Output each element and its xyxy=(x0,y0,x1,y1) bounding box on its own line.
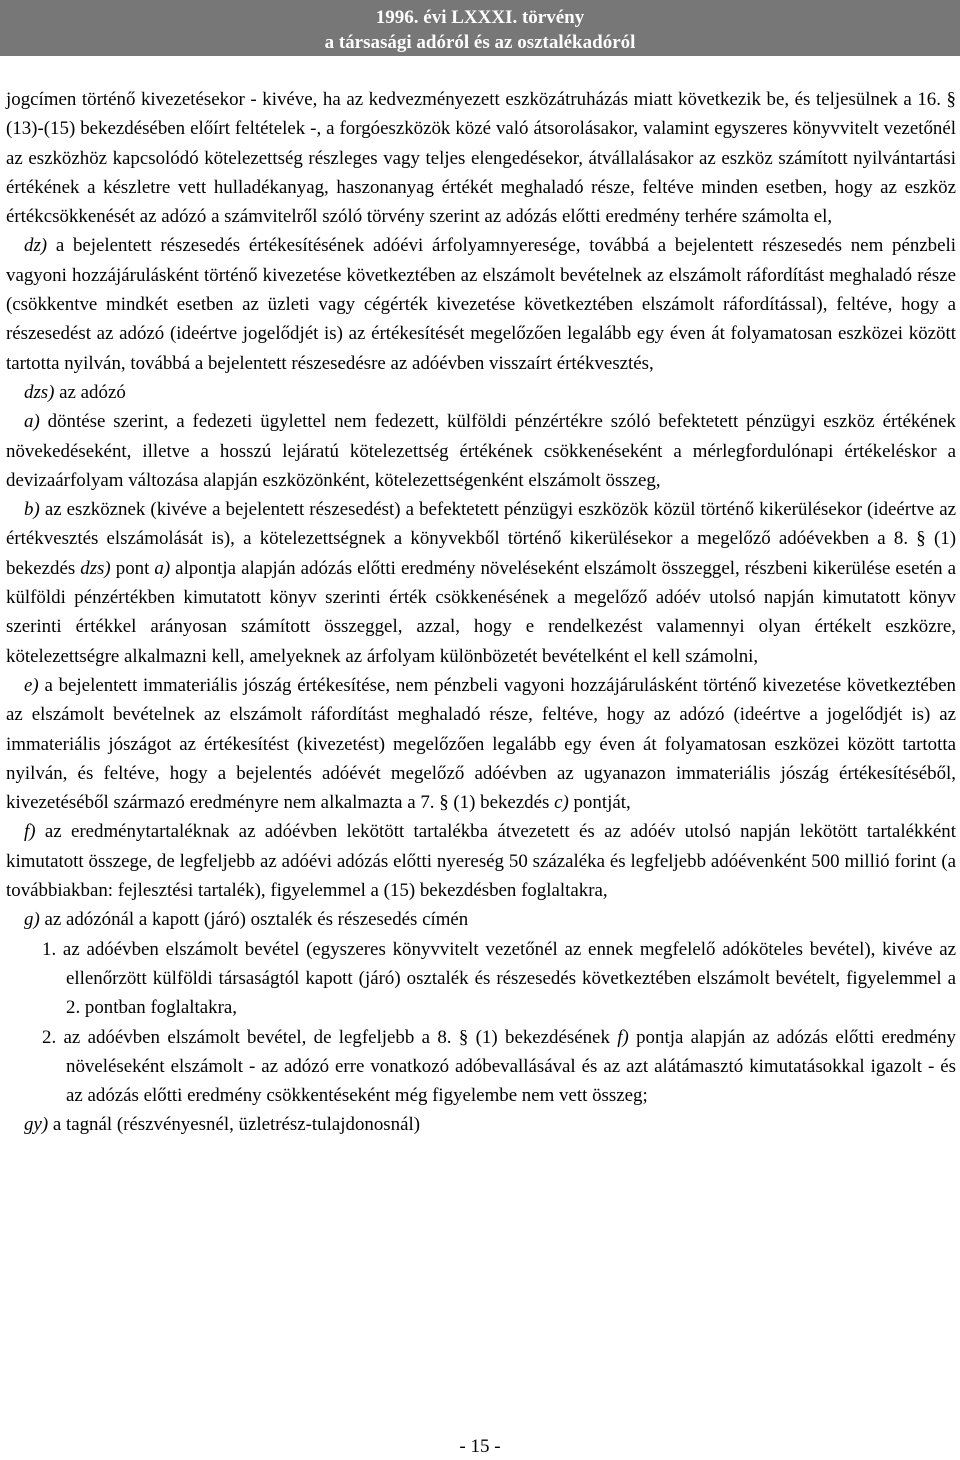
clause-text: a tagnál (részvényesnél, üzletrész-tulajdonosnál) xyxy=(48,1114,421,1136)
clause-text: az adózó xyxy=(54,381,126,403)
subclause-a xyxy=(6,407,956,495)
clause-label: g) xyxy=(24,909,40,931)
clause-dz xyxy=(6,231,956,377)
clause-dzs xyxy=(6,378,956,407)
clause-reference: c) xyxy=(554,792,569,814)
document-body xyxy=(6,85,956,1140)
clause-text: a bejelentett részesedés értékesítésének adóévi árfolyamnyeresége, továbbá a bejelentett részesedés nem pénzbeli vagyoni hozzájárulásként történő kivezetése következtében az elszámolt bevételnek az elszámolt ráfordítást meghaladó része (csökkentve mindkét esetben az üzleti vagy cégérték kivezetése következtében elszámolt ráfordítással), feltéve, hogy a részesedést az adózó (ideértve jogelődjét is) az értékesítését megelőzően legalább egy éven át folyamatosan eszközei között tartotta nyilván, továbbá a bejelentett részesedésre az adóévben visszaírt értékvesztés, xyxy=(6,235,956,374)
clause-g xyxy=(6,905,956,934)
clause-text: az adózónál a kapott (járó) osztalék és részesedés címén xyxy=(39,909,469,931)
clause-reference: dzs) xyxy=(80,557,111,579)
numbered-item-1: 1. az adóévben elszámolt bevétel (egyszeres könyvvitelt vezetőnél az ennek megfelelő adóköteles bevétel), kivéve az ellenőrzött külföldi társaságtól kapott (járó) osztalék és részesedés következtében elszámolt bevételt, figyelemmel a 2. pontban foglaltakra, xyxy=(42,938,956,1019)
numbered-item-2 xyxy=(6,1023,956,1111)
clause-label: e) xyxy=(24,674,39,696)
clause-label: b) xyxy=(24,499,40,521)
clause-text: az eredménytartaléknak az adóévben lekötött tartalékba átvezetett és az adóév utolsó napján lekötött tartalékként kimutatott összege, de legfeljebb az adóévi adózás előtti nyereség 50 százaléka és legfeljebb adóévenként 500 millió forint (a továbbiakban: fejlesztési tartalék), figyelemmel a (15) bekezdésben foglaltakra, xyxy=(6,821,956,902)
clause-e xyxy=(6,671,956,817)
page-header xyxy=(0,0,960,56)
clause-text: döntése szerint, a fedezeti ügylettel nem fedezett, külföldi pénzértékre szóló befektetett pénzügyi eszköz értékének növekedéseként, illetve a hosszú lejáratú kötelezettség értékének csökkenéseként a mérlegfordulónapi értékeléskor a devizaárfolyam változása alapján eszközönként, kötelezettségenként elszámolt összeg, xyxy=(6,411,956,491)
clause-text: pontját, xyxy=(568,792,631,814)
clause-reference: f) xyxy=(617,1026,629,1048)
clause-label: dzs) xyxy=(24,381,55,403)
clause-reference: a) xyxy=(154,557,171,579)
clause-label: f) xyxy=(24,821,36,843)
paragraph-continuation: jogcímen történő kivezetésekor - kivéve, ha az kedvezményezett eszközátruházás miatt következik be, és teljesülnek a 16. § (13)-(15) bekezdésében előírt feltételek -, a forgóeszközök közé való átsorolásakor, valamint egyszeres könyvvitelt vezetőnél az eszközhöz kapcsolódó kötelezettség részleges vagy teljes elengedésekor, átvállalásakor az eszköz számított nyilvántartási értékének a készletre vett hulladékanyag, haszonanyag értékét meghaladó része, feltéve minden esetben, hogy az eszköz értékcsökkenését az adózó a számvitelről szóló törvény szerint az adózás előtti eredmény terhére számolta el, xyxy=(6,89,956,228)
law-title: 1996. évi LXXXI. törvény xyxy=(375,7,585,28)
item-text: 2. az adóévben elszámolt bevétel, de legfeljebb a 8. § (1) bekezdésének xyxy=(42,1026,618,1048)
clause-text: a bejelentett immateriális jószág értékesítése, nem pénzbeli vagyoni hozzájárulásként történő kivezetése következtében az elszámolt bevételnek az elszámolt ráfordítást meghaladó része, feltéve, hogy az adózó (ideértve a jogelődjét is) az immateriális jószágot az értékesítést (kivezetést) megelőzően legalább egy éven át folyamatosan eszközei között tartotta nyilván, és feltéve, hogy a bejelentés adóévét megelőző adóévben az ugyanazon immateriális jószág értékesítéséből, kivezetéséből származó eredményre nem alkalmazta a 7. § (1) bekezdés xyxy=(6,674,956,814)
clause-label: a) xyxy=(24,411,40,433)
clause-label: dz) xyxy=(24,235,48,257)
page-number: - 15 - xyxy=(459,1436,501,1457)
clause-label: gy) xyxy=(24,1114,49,1136)
clause-text: alpontja alapján adózás előtti eredmény növeléseként elszámolt összeggel, részbeni kikerülése esetén a külföldi pénzértékben kimutatott könyv szerinti érték csökkenésének a megelőző adóév utolsó napján kimutatott könyv szerinti értékkel arányosan számított összeggel, azzal, hogy e rendelkezést valamennyi olyan értékelt eszközre, kötelezettségre alkalmazni kell, amelyeknek az árfolyam különbözetét bevételként el kell számolni, xyxy=(6,557,956,667)
subclause-b xyxy=(6,495,956,671)
clause-text: pont xyxy=(110,557,155,579)
item-text: pontja alapján az adózás előtti eredmény növeléseként elszámolt - az adózó erre vonatkozó adóbevallásával és az azt alátámasztó kimutatásokkal igazolt - és az adózás előtti eredmény csökkentéseként még figyelembe nem vett összeg; xyxy=(66,1026,956,1107)
clause-gy xyxy=(6,1110,956,1139)
law-subtitle: a társasági adóról és az osztalékadóról xyxy=(324,32,636,53)
clause-f xyxy=(6,817,956,905)
clause-text: az eszköznek (kivéve a bejelentett részesedést) a befektetett pénzügyi eszközök közül történő kikerülésekor (ideértve az értékvesztés elszámolását is), a kötelezettségnek a könyvekből történő kikerülésekor a megelőző adóévekben a 8. § (1) bekezdés xyxy=(6,499,956,579)
